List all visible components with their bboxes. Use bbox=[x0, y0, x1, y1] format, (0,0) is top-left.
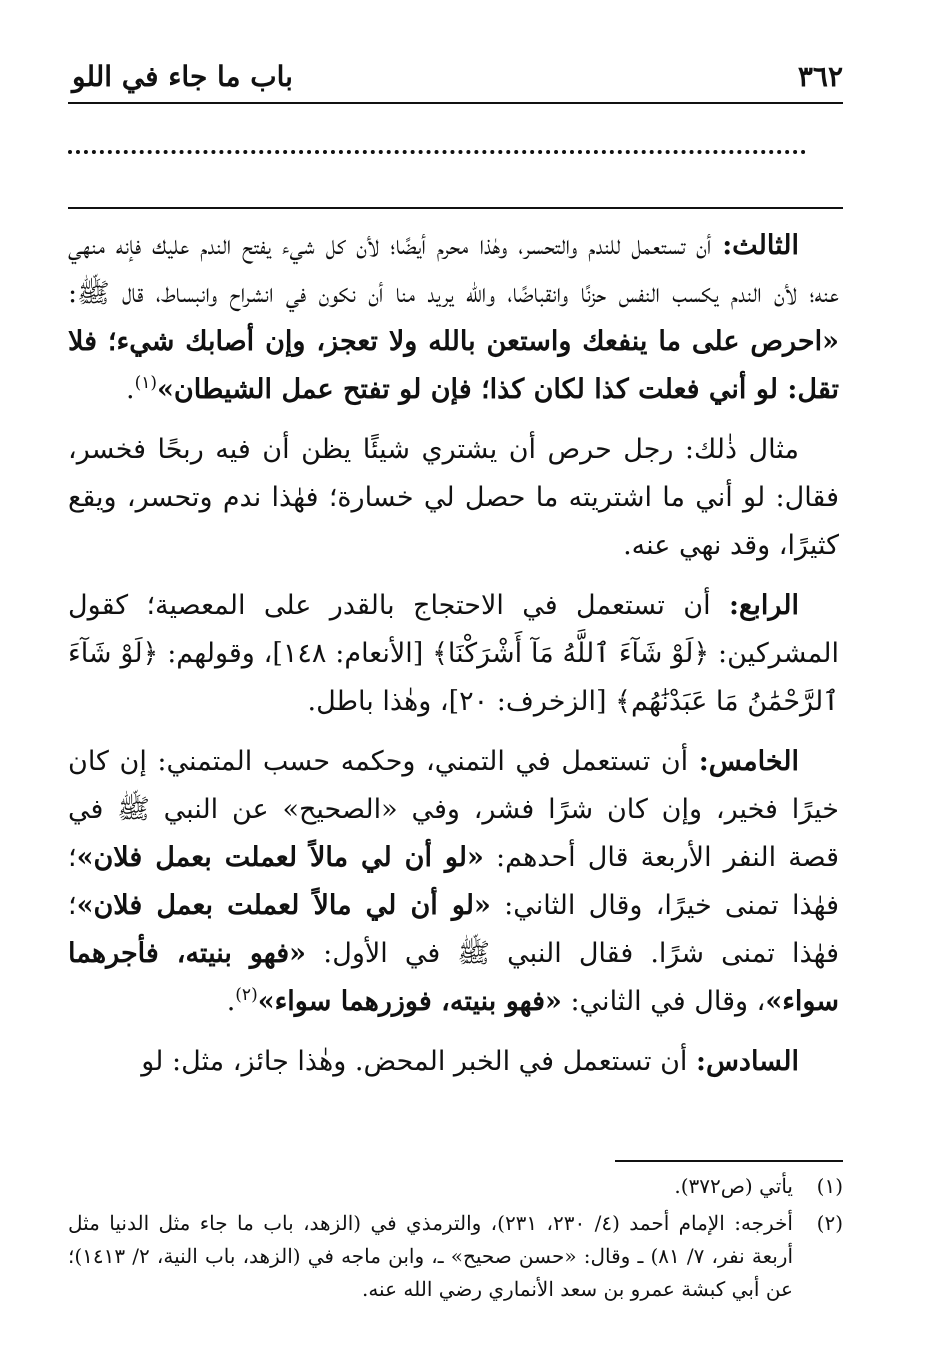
text-segment: أن تستعمل للندم والتحسر، وهٰذا محرم أيضًا؛ لأن كل شيء يفتح الندم عليك فإنه منهي عنه؛ لأن الندم يكسب النفس حزنًا وانقباضًا، والله يريد منا أن نكون في انشراح وانبساط، قال ﷺ: bbox=[68, 230, 839, 309]
text-segment: . bbox=[125, 374, 135, 405]
text-segment: أن تستعمل في التمني، وحكمه حسب المتمني: إن كان خيرًا فخير، وإن كان شرًا فشر، وفي «الصحيح» عن النبي ﷺ في قصة النفر الأربعة قال أحدهم: bbox=[68, 746, 839, 873]
section-rule bbox=[68, 207, 843, 209]
footnote-ref: (٢) bbox=[235, 985, 258, 1005]
body-text bbox=[68, 222, 839, 1098]
text-segment: أن تستعمل في الخبر المحض. وهٰذا جائز، مثل: لو bbox=[141, 1046, 696, 1077]
paragraph bbox=[68, 1038, 839, 1086]
footnote-number: (١) bbox=[816, 1174, 843, 1198]
quoted-text: «لو أن لي مالاً لعملت بعمل فلان» bbox=[76, 890, 491, 921]
footnote-number: (٢) bbox=[816, 1211, 843, 1235]
paragraph-term: الثالث: bbox=[722, 230, 800, 261]
paragraph bbox=[68, 738, 839, 1026]
footnote-rule bbox=[615, 1160, 843, 1162]
footnote bbox=[68, 1170, 843, 1203]
text-segment: أن تستعمل في الاحتجاج بالقدر على المعصية؛ كقول المشركين: ﴿لَوْ شَآءَ ٱللَّهُ مَآ أَشْرَكْنَا﴾ [الأنعام: ١٤٨]، وقولهم: ﴿لَوْ شَآءَ ٱلرَّحْمَٰنُ مَا عَبَدْنَٰهُم﴾ [الزخرف: ٢٠]، وهٰذا باطل. bbox=[68, 590, 840, 717]
paragraph-term: السادس: bbox=[696, 1046, 799, 1077]
paragraph-term: الخامس: bbox=[698, 746, 799, 777]
paragraph bbox=[68, 222, 839, 414]
paragraph bbox=[68, 582, 839, 726]
text-segment: مثال ذٰلك: رجل حرص أن يشتري شيئًا يظن أن فيه ربحًا فخسر، فقال: لو أني ما اشتريته ما حصل لي خسارة؛ فهٰذا ندم وتحسر، ويقع كثيرًا، وقد نهي عنه. bbox=[68, 434, 839, 561]
quoted-text: «لو أن لي مالاً لعملت بعمل فلان» bbox=[76, 842, 484, 873]
quoted-text: «فهو بنيته، فأجرهما سواء» bbox=[68, 938, 839, 1017]
page-header bbox=[72, 52, 843, 100]
omission-dotted-line bbox=[68, 150, 806, 154]
footnotes bbox=[68, 1170, 843, 1310]
footnote bbox=[68, 1207, 843, 1306]
quoted-text: «احرص على ما ينفعك واستعن بالله ولا تعجز، وإن أصابك شيء؛ فلا تقل: لو أني فعلت كذا لكان كذا؛ فإن لو تفتح عمل الشيطان» bbox=[68, 326, 839, 405]
footnote-ref: (١) bbox=[134, 373, 157, 393]
paragraph bbox=[68, 426, 839, 570]
text-segment: ، وقال في الثاني: bbox=[561, 986, 766, 1017]
footnote-text: أخرجه: الإمام أحمد (٤/ ٢٣٠، ٢٣١)، والترمذي في (الزهد، باب ما جاء مثل الدنيا مثل أربعة نفر، ٧/ ٨١) ـ وقال: «حسن صحيح» ـ، وابن ماجه في (الزهد، باب النية، ٢/ ١٤١٣)؛ عن أبي كبشة عمرو بن سعد الأنماري رضي الله عنه. bbox=[68, 1211, 793, 1301]
footnote-text: يأتي (ص٣٧٢). bbox=[674, 1174, 793, 1198]
text-segment: ؛ فهٰذا تمنى خيرًا، وقال الثاني: bbox=[68, 842, 839, 921]
running-title: باب ما جاء في اللو bbox=[72, 59, 293, 93]
text-segment: . bbox=[226, 986, 236, 1017]
page-number: ٣٦٢ bbox=[797, 59, 843, 93]
header-rule bbox=[68, 102, 843, 104]
text-segment: ؛ فهٰذا تمنى شرًا. فقال النبي ﷺ في الأول: bbox=[68, 890, 839, 969]
paragraph-term: الرابع: bbox=[729, 590, 799, 621]
quoted-text: «فهو بنيته، فوزرهما سواء» bbox=[257, 986, 562, 1017]
